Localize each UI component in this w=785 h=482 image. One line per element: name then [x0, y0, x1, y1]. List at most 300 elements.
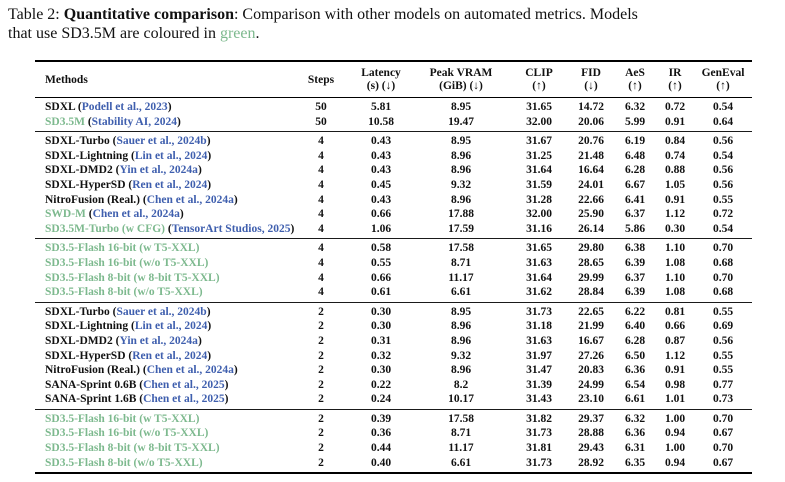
metric-cell: 31.73: [526, 427, 552, 440]
metric-cell: 0.43: [370, 135, 392, 148]
metric-cell: 0.58: [370, 242, 392, 255]
metric-cell: 16.64: [578, 164, 604, 177]
table-row: [35, 193, 752, 208]
col-header-steps: Steps: [292, 61, 350, 98]
metric-cell: 6.50: [624, 349, 646, 362]
metric-cell: 6.37: [624, 208, 646, 221]
metric-cell: 0.66: [370, 208, 392, 221]
metric-cell: 6.38: [624, 242, 646, 255]
metric-cell: 6.61: [450, 456, 472, 469]
metric-cell: 20.06: [578, 115, 604, 128]
close-paren: ): [207, 320, 212, 333]
metric-cell: 0.70: [712, 242, 734, 255]
metric-cell: 0.84: [664, 135, 686, 148]
method-cell: [35, 392, 292, 409]
metric-cell: 0.43: [370, 149, 392, 162]
metric-cell: 29.37: [578, 412, 604, 425]
metric-cell: 28.92: [578, 456, 604, 469]
method-cell: [35, 319, 292, 334]
open-paren: (: [165, 222, 172, 235]
row-group: [35, 132, 752, 239]
row-group: [35, 98, 752, 132]
metric-cell: 0.73: [712, 393, 734, 406]
metric-cell: 2: [318, 364, 324, 377]
metric-cell: 4: [318, 135, 324, 148]
close-paren: ): [290, 222, 295, 235]
metric-cell: 17.58: [448, 412, 474, 425]
metric-cell: 8.96: [450, 334, 472, 347]
table-row: [35, 319, 752, 334]
metric-cell: 0.72: [664, 101, 686, 113]
table-caption: [8, 6, 780, 43]
metric-cell: 31.18: [526, 320, 552, 333]
metric-cell: 0.22: [370, 378, 392, 391]
metric-cell: 2: [318, 393, 324, 406]
model-name: SDXL-Turbo: [45, 135, 110, 148]
metric-cell: 11.17: [448, 442, 474, 455]
metric-cell: 6.28: [624, 164, 646, 177]
model-name: SD3.5M-Turbo (w CFG): [45, 222, 166, 235]
metric-cell: 0.30: [370, 305, 392, 318]
metric-cell: 31.65: [526, 242, 552, 255]
metric-cell: 0.24: [370, 393, 392, 406]
method-cell: [35, 409, 292, 426]
metric-cell: 6.61: [450, 286, 472, 299]
citation-link[interactable]: Lin et al., 2024: [134, 149, 208, 162]
metric-cell: 0.55: [712, 193, 734, 206]
metric-cell: 0.30: [664, 222, 686, 235]
close-paren: ): [233, 193, 238, 206]
metric-cell: 5.81: [370, 101, 392, 113]
model-name: SDXL-HyperSD: [45, 349, 126, 362]
table-row: [35, 456, 752, 474]
table-row: [35, 409, 752, 426]
metric-cell: 24.01: [578, 178, 604, 191]
citation-link[interactable]: Ren et al., 2024: [132, 349, 208, 362]
metric-cell: 17.88: [448, 208, 474, 221]
metric-cell: 8.95: [450, 305, 472, 318]
table-row: [35, 239, 752, 256]
table-row: [35, 426, 752, 441]
method-cell: [35, 285, 292, 302]
caption-green-word: green: [219, 24, 256, 42]
col-header-ir: IR (↑): [656, 61, 694, 98]
metric-cell: 2: [318, 305, 324, 318]
metric-cell: 0.70: [712, 412, 734, 425]
col-header-latency: Latency (s) (↓): [350, 61, 412, 98]
model-name: SD3.5M: [45, 115, 85, 128]
metric-cell: 1.05: [664, 178, 686, 191]
metric-cell: 1.01: [664, 393, 686, 406]
metric-cell: 0.56: [712, 135, 734, 148]
metric-cell: 0.55: [370, 256, 392, 269]
table-row: [35, 285, 752, 302]
metric-cell: 26.14: [578, 222, 604, 235]
metric-cell: 9.32: [450, 178, 472, 191]
metric-cell: 31.16: [526, 222, 552, 235]
metric-cell: 1.10: [664, 271, 686, 284]
close-paren: ): [176, 115, 181, 128]
metric-cell: 6.40: [624, 320, 646, 333]
table-row: [35, 302, 752, 319]
metric-cell: 31.81: [526, 442, 552, 455]
metric-cell: 11.17: [448, 271, 474, 284]
model-name: SD3.5-Flash 8-bit (w 8-bit T5-XXL): [45, 271, 220, 284]
metric-cell: 5.99: [624, 115, 646, 128]
metric-cell: 8.2: [453, 378, 469, 391]
table-row: [35, 115, 752, 132]
method-cell: [35, 115, 292, 132]
model-name: SD3.5-Flash 8-bit (w/o T5-XXL): [45, 456, 203, 469]
row-group: [35, 239, 752, 302]
col-header-methods: Methods: [35, 61, 292, 98]
metric-cell: 28.88: [578, 427, 604, 440]
metric-cell: 0.91: [664, 364, 686, 377]
table-row: [35, 207, 752, 222]
citation-link[interactable]: Yin et al., 2024a: [119, 164, 198, 177]
metric-cell: 0.56: [712, 334, 734, 347]
metric-cell: 5.86: [624, 222, 646, 235]
table-row: [35, 271, 752, 286]
metric-cell: 4: [318, 286, 324, 299]
metric-cell: 6.36: [624, 427, 646, 440]
close-paren: ): [179, 208, 184, 221]
metric-cell: 6.19: [624, 135, 646, 148]
method-cell: [35, 426, 292, 441]
metric-cell: 31.67: [526, 135, 552, 148]
metric-cell: 1.12: [664, 349, 686, 362]
metric-cell: 6.48: [624, 149, 646, 162]
metric-cell: 31.65: [526, 101, 552, 113]
method-cell: [35, 271, 292, 286]
model-name: SD3.5-Flash 16-bit (w T5-XXL): [45, 242, 200, 255]
metric-cell: 0.68: [712, 286, 734, 299]
metric-cell: 4: [318, 222, 324, 235]
metric-cell: 2: [318, 442, 324, 455]
metric-cell: 2: [318, 320, 324, 333]
close-paren: ): [167, 101, 172, 113]
open-paren: (: [109, 135, 117, 148]
table-row: [35, 363, 752, 378]
metric-cell: 31.62: [526, 286, 552, 299]
metric-cell: 6.41: [624, 193, 646, 206]
metric-cell: 0.72: [712, 208, 734, 221]
open-paren: (: [125, 349, 133, 362]
metric-cell: 29.80: [578, 242, 604, 255]
metric-cell: 31.43: [526, 393, 552, 406]
table-row: [35, 334, 752, 349]
method-cell: [35, 378, 292, 393]
method-cell: [35, 239, 292, 256]
model-name: SD3.5-Flash 16-bit (w/o T5-XXL): [45, 256, 209, 269]
metric-cell: 4: [318, 164, 324, 177]
method-cell: [35, 349, 292, 364]
metric-cell: 0.43: [370, 164, 392, 177]
metric-cell: 10.58: [368, 115, 394, 128]
method-cell: [35, 302, 292, 319]
caption-text-line1: : Comparison with other models on automated metrics. Models: [233, 6, 638, 23]
metric-cell: 0.32: [370, 349, 392, 362]
metric-cell: 28.84: [578, 286, 604, 299]
metric-cell: 31.64: [526, 271, 552, 284]
citation-link[interactable]: Chen et al., 2024a: [146, 364, 234, 377]
metric-cell: 8.71: [450, 427, 472, 440]
metric-cell: 1.06: [370, 222, 392, 235]
metric-cell: 6.54: [624, 378, 646, 391]
metric-cell: 0.54: [712, 101, 734, 113]
metric-cell: 2: [318, 412, 324, 425]
metric-cell: 2: [318, 456, 324, 469]
metric-cell: 0.45: [370, 178, 392, 191]
metric-cell: 0.36: [370, 427, 392, 440]
citation-link[interactable]: TensorArt Studios, 2025: [171, 222, 291, 235]
table-row: [35, 149, 752, 164]
metric-cell: 0.66: [664, 320, 686, 333]
method-cell: [35, 132, 292, 149]
model-name: SD3.5-Flash 8-bit (w/o T5-XXL): [45, 286, 203, 299]
table-row: [35, 349, 752, 364]
metric-cell: 31.73: [526, 456, 552, 469]
open-paren: (: [112, 164, 120, 177]
model-name: SDXL-Lightning: [45, 320, 129, 333]
table-row: [35, 441, 752, 456]
metric-cell: 0.98: [664, 378, 686, 391]
metric-cell: 1.08: [664, 256, 686, 269]
caption-bold-title: Quantitative comparison: [63, 6, 234, 23]
metric-cell: 0.94: [664, 427, 686, 440]
metric-cell: 1.10: [664, 242, 686, 255]
metric-cell: 6.32: [624, 412, 646, 425]
table-container: [35, 60, 752, 474]
open-paren: (: [112, 334, 120, 347]
citation-link[interactable]: Sauer et al., 2024b: [116, 305, 207, 318]
close-paren: ): [207, 149, 212, 162]
metric-cell: 0.39: [370, 412, 392, 425]
col-header-geneval: GenEval (↑): [694, 61, 752, 98]
citation-link[interactable]: Chen et al., 2025: [143, 393, 225, 406]
model-name: SDXL-DMD2: [45, 164, 113, 177]
open-paren: (: [125, 178, 133, 191]
citation-link[interactable]: Sauer et al., 2024b: [116, 135, 207, 148]
model-name: SDXL-DMD2: [45, 334, 113, 347]
table-row: [35, 163, 752, 178]
metric-cell: 21.99: [578, 320, 604, 333]
metric-cell: 8.96: [450, 193, 472, 206]
citation-link[interactable]: Stability AI, 2024: [91, 115, 177, 128]
metric-cell: 24.99: [578, 378, 604, 391]
table-row: [35, 392, 752, 409]
metric-cell: 1.08: [664, 286, 686, 299]
metric-cell: 31.97: [526, 349, 552, 362]
metric-cell: 31.25: [526, 149, 552, 162]
table-row: [35, 98, 752, 115]
method-cell: [35, 207, 292, 222]
metric-cell: 22.65: [578, 305, 604, 318]
open-paren: (: [139, 193, 147, 206]
model-name: SD3.5-Flash 8-bit (w 8-bit T5-XXL): [45, 442, 220, 455]
metric-cell: 32.00: [526, 208, 552, 221]
metric-cell: 21.48: [578, 149, 604, 162]
metric-cell: 22.66: [578, 193, 604, 206]
citation-link[interactable]: Yin et al., 2024a: [119, 334, 198, 347]
method-cell: [35, 441, 292, 456]
metric-cell: 31.28: [526, 193, 552, 206]
metric-cell: 8.96: [450, 164, 472, 177]
metric-cell: 6.35: [624, 456, 646, 469]
metric-cell: 6.67: [624, 178, 646, 191]
metric-cell: 6.28: [624, 334, 646, 347]
table-row: [35, 132, 752, 149]
metric-cell: 0.74: [664, 149, 686, 162]
metric-cell: 4: [318, 256, 324, 269]
metric-cell: 8.71: [450, 256, 472, 269]
close-paren: ): [206, 135, 211, 148]
model-name: SANA-Sprint 1.6B: [45, 393, 137, 406]
metric-cell: 0.56: [712, 164, 734, 177]
open-paren: (: [128, 149, 135, 162]
citation-link[interactable]: Ren et al., 2024: [132, 178, 208, 191]
metric-cell: 50: [315, 101, 327, 113]
close-paren: ): [197, 164, 202, 177]
metric-cell: 8.96: [450, 364, 472, 377]
metric-cell: 0.70: [712, 442, 734, 455]
open-paren: (: [84, 115, 92, 128]
metric-cell: 0.40: [370, 456, 392, 469]
metric-cell: 31.39: [526, 378, 552, 391]
metric-cell: 8.96: [450, 149, 472, 162]
metric-cell: 32.00: [526, 115, 552, 128]
citation-link[interactable]: Chen et al., 2024a: [92, 208, 180, 221]
method-cell: [35, 149, 292, 164]
table-header: [35, 61, 752, 98]
col-header-fid: FID (↓): [568, 61, 614, 98]
method-cell: [35, 363, 292, 378]
table-row: [35, 378, 752, 393]
model-name: SDXL-Turbo: [45, 305, 110, 318]
metric-cell: 0.91: [664, 115, 686, 128]
metric-cell: 1.00: [664, 412, 686, 425]
metric-cell: 10.17: [448, 393, 474, 406]
metric-cell: 0.31: [370, 334, 392, 347]
metric-cell: 20.83: [578, 364, 604, 377]
metric-cell: 0.70: [712, 271, 734, 284]
metric-cell: 0.55: [712, 349, 734, 362]
metric-cell: 17.58: [448, 242, 474, 255]
model-name: SANA-Sprint 0.6B: [45, 378, 137, 391]
metric-cell: 0.64: [712, 115, 734, 128]
table-row: [35, 178, 752, 193]
method-cell: [35, 222, 295, 239]
metric-cell: 28.65: [578, 256, 604, 269]
close-paren: ): [224, 378, 229, 391]
method-cell: [35, 334, 292, 349]
close-paren: ): [207, 178, 212, 191]
metric-cell: 0.54: [712, 222, 734, 235]
col-header-aes: AeS (↑): [614, 61, 656, 98]
metric-cell: 0.88: [664, 164, 686, 177]
metric-cell: 31.59: [526, 178, 552, 191]
metric-cell: 0.30: [370, 320, 392, 333]
model-name: SDXL-HyperSD: [45, 178, 126, 191]
metric-cell: 4: [318, 193, 324, 206]
open-paren: (: [75, 101, 82, 113]
open-paren: (: [85, 208, 93, 221]
method-cell: [35, 193, 292, 208]
method-cell: [35, 456, 292, 474]
close-paren: ): [224, 393, 229, 406]
citation-link[interactable]: Chen et al., 2025: [143, 378, 225, 391]
metric-cell: 0.61: [370, 286, 392, 299]
metric-cell: 0.91: [664, 193, 686, 206]
metric-cell: 50: [315, 115, 327, 128]
model-name: SDXL: [45, 101, 76, 113]
citation-link[interactable]: Podell et al., 2023: [81, 101, 168, 113]
metric-cell: 0.30: [370, 364, 392, 377]
metric-cell: 31.73: [526, 305, 552, 318]
metric-cell: 8.95: [450, 101, 472, 113]
metric-cell: 0.66: [370, 271, 392, 284]
metric-cell: 31.63: [526, 256, 552, 269]
metric-cell: 4: [318, 271, 324, 284]
citation-link[interactable]: Chen et al., 2024a: [146, 193, 234, 206]
caption-period: .: [255, 24, 260, 42]
model-name: NitroFusion (Real.): [45, 364, 140, 377]
metric-cell: 0.55: [712, 305, 734, 318]
metric-cell: 14.72: [578, 101, 604, 113]
citation-link[interactable]: Lin et al., 2024: [134, 320, 208, 333]
metric-cell: 0.44: [370, 442, 392, 455]
metric-cell: 4: [318, 149, 324, 162]
metric-cell: 29.43: [578, 442, 604, 455]
metric-cell: 2: [318, 349, 324, 362]
model-name: SWD-M: [45, 208, 86, 221]
method-cell: [35, 98, 292, 115]
header-row: [35, 61, 752, 98]
metric-cell: 31.47: [526, 364, 552, 377]
metric-cell: 6.39: [624, 256, 646, 269]
metric-cell: 0.56: [712, 178, 734, 191]
metric-cell: 2: [318, 427, 324, 440]
metric-cell: 23.10: [578, 393, 604, 406]
model-name: NitroFusion (Real.): [45, 193, 140, 206]
caption-prefix: Table 2:: [8, 6, 64, 23]
metric-cell: 25.90: [578, 208, 604, 221]
metric-cell: 6.32: [624, 101, 646, 113]
metric-cell: 2: [318, 378, 324, 391]
model-name: SDXL-Lightning: [45, 149, 129, 162]
metric-cell: 31.82: [526, 412, 552, 425]
metric-cell: 29.99: [578, 271, 604, 284]
metric-cell: 6.39: [624, 286, 646, 299]
model-name: SD3.5-Flash 16-bit (w/o T5-XXL): [45, 427, 209, 440]
row-group: [35, 302, 752, 409]
open-paren: (: [139, 364, 147, 377]
metric-cell: 16.67: [578, 334, 604, 347]
metric-cell: 6.61: [624, 393, 646, 406]
close-paren: ): [206, 305, 211, 318]
open-paren: (: [109, 305, 117, 318]
col-header-peak-vram: Peak VRAM (GiB) (↓): [412, 61, 510, 98]
table-row: [35, 256, 752, 271]
caption-text-line2: that use SD3.5M are coloured in: [8, 24, 220, 42]
metric-cell: 2: [318, 334, 324, 347]
model-name: SD3.5-Flash 16-bit (w T5-XXL): [45, 412, 200, 425]
metric-cell: 0.77: [712, 378, 734, 391]
metric-cell: 0.67: [712, 456, 734, 469]
metric-cell: 4: [318, 178, 324, 191]
metric-cell: 0.69: [712, 320, 734, 333]
open-paren: (: [128, 320, 135, 333]
